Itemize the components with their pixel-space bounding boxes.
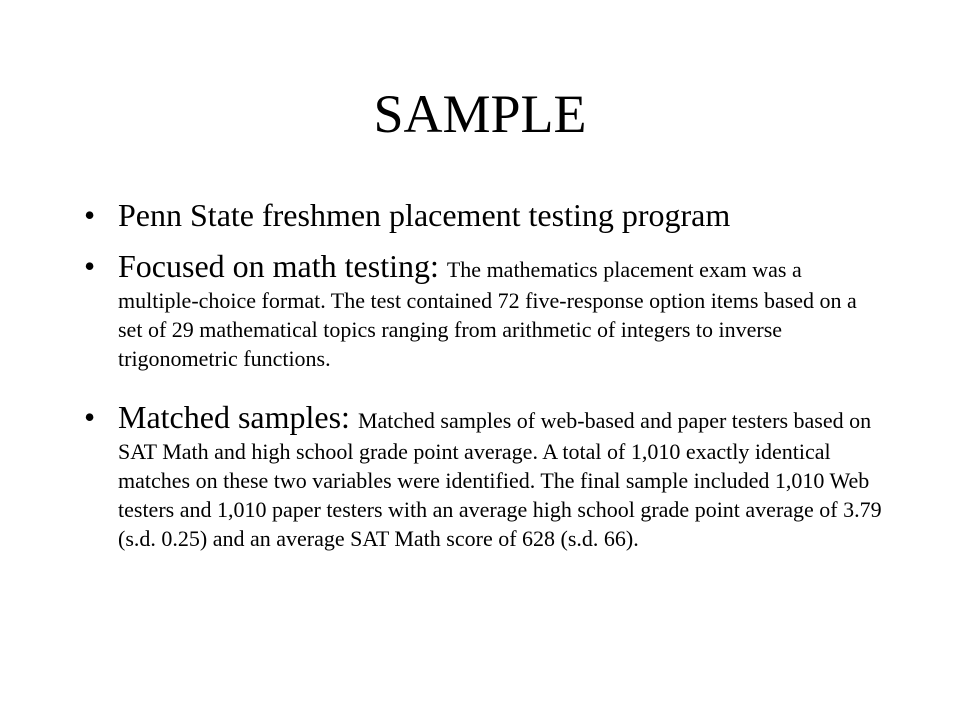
bullet-point-icon: • [84, 399, 96, 435]
bullet-text: Penn State freshmen placement testing program [118, 197, 731, 233]
bullet-point-icon: • [84, 248, 96, 284]
bullet-item-math-testing [82, 246, 882, 373]
bullet-heading: Focused on math testing: [118, 248, 447, 284]
bullet-point-icon: • [84, 197, 96, 233]
bullet-item-matched-samples [82, 397, 882, 553]
bullet-item-placement-program [82, 195, 882, 235]
bullet-list [82, 195, 882, 553]
bullet-heading: Matched samples: [118, 399, 358, 435]
slide-title: SAMPLE [373, 84, 587, 144]
bullet-body: The mathematics placement exam was a multiple-choice format. The test contained 72 five-response option items based on a set of 29 mathematical topics ranging from arithmetic of integers to inverse trigonometric functions. [118, 257, 857, 371]
bullet-body: Matched samples of web-based and paper testers based on SAT Math and high school grade point average. A total of 1,010 exactly identical matches on these two variables were identified. The final sample included 1,010 Web testers and 1,010 paper testers with an average high school grade point average of 3.79 (s.d. 0.25) and an average SAT Math score of 628 (s.d. 66). [118, 408, 882, 551]
